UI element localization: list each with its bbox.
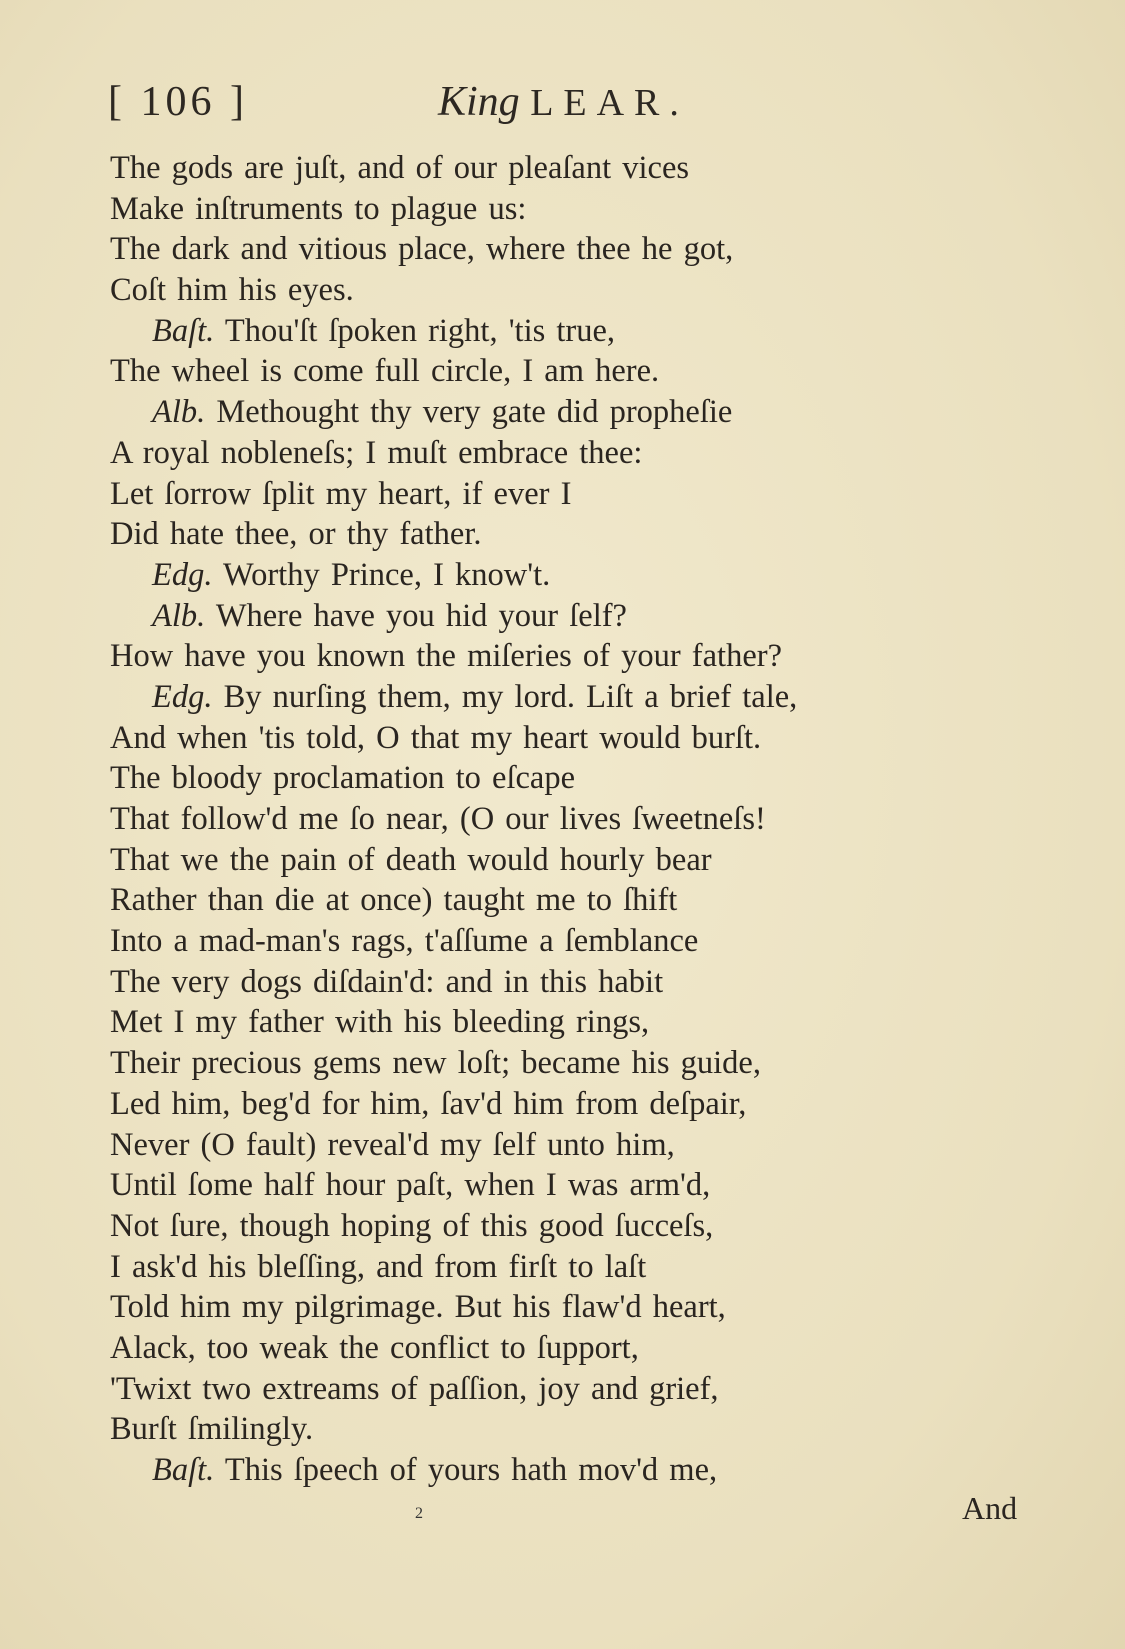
verse-line — [110, 433, 1010, 474]
verse-line — [110, 1125, 1010, 1166]
verse-line — [110, 799, 1010, 840]
line-text: That follow'd me ſo near, (O our lives ſweetneſs! — [110, 801, 766, 837]
line-text: Coſt him his eyes. — [110, 272, 354, 309]
line-text: Methought thy very gate did propheſie — [216, 394, 733, 431]
speaker-name: Edg. — [152, 678, 213, 715]
line-text: And when 'tis told, O that my heart would burſt. — [110, 719, 762, 756]
line-text: Never (O fault) reveal'd my ſelf unto him, — [110, 1126, 675, 1163]
speaker-name: Alb. — [152, 597, 206, 634]
line-text: I ask'd his bleſſing, and from firſt to laſt — [110, 1248, 647, 1285]
line-text: Rather than die at once) taught me to ſhift — [110, 882, 678, 919]
line-text: The gods are juſt, and of our pleaſant vices — [110, 150, 690, 186]
line-text: Make inſtruments to plague us: — [110, 190, 527, 227]
line-text: Not ſure, though hoping of this good ſucceſs, — [110, 1207, 714, 1244]
line-text: Met I my father with his bleeding rings, — [110, 1004, 650, 1041]
line-text: The wheel is come full circle, I am here. — [110, 353, 660, 390]
line-text: Their precious gems new loſt; became his guide, — [110, 1045, 761, 1082]
verse-line — [110, 636, 1010, 677]
line-text: That we the pain of death would hourly bear — [110, 841, 712, 878]
speech-line — [110, 392, 1010, 433]
speaker-name: Baſt. — [152, 1452, 215, 1488]
line-text: Thou'ſt ſpoken right, 'tis true, — [224, 312, 616, 349]
line-text: The very dogs diſdain'd: and in this habit — [110, 963, 664, 1000]
verse-line — [110, 474, 1010, 515]
line-text: Did hate thee, or thy father. — [110, 516, 482, 553]
line-text: 'Twixt two extreams of paſſion, joy and grief, — [110, 1370, 719, 1407]
line-text: The bloody proclamation to eſcape — [110, 760, 576, 797]
line-text: Burſt ſmilingly. — [110, 1411, 314, 1448]
verse-line — [110, 148, 1010, 189]
speech-line — [110, 596, 1010, 637]
speech-line — [110, 555, 1010, 596]
verse-line — [110, 840, 1010, 881]
verse-line — [110, 962, 1010, 1003]
line-text: The dark and vitious place, where thee he got, — [110, 231, 734, 268]
verse-line — [110, 514, 1010, 555]
verse-line — [110, 758, 1010, 799]
page-number: [ 106 ] — [108, 79, 248, 125]
running-title — [438, 78, 689, 126]
verse-line — [110, 880, 1010, 921]
speaker-name: Edg. — [152, 556, 213, 593]
verse-line — [110, 1247, 1010, 1288]
line-text: Into a mad-man's rags, t'aſſume a ſemblance — [110, 923, 699, 960]
speaker-name: Baſt. — [152, 312, 215, 349]
verse-line — [110, 1369, 1010, 1410]
verse-line — [110, 1165, 1010, 1206]
line-text: Until ſome half hour paſt, when I was arm'd, — [110, 1167, 711, 1204]
verse-line — [110, 1287, 1010, 1328]
line-text: Where have you hid your ſelf? — [215, 597, 627, 634]
catchword: And — [962, 1490, 1018, 1526]
verse-line — [110, 1409, 1010, 1450]
running-title-caps: LEAR. — [530, 82, 689, 124]
speech-line — [110, 311, 1010, 352]
verse-line — [110, 1002, 1010, 1043]
verse-line — [110, 351, 1010, 392]
verse-line — [110, 1328, 1010, 1369]
speech-line — [110, 1450, 1010, 1491]
line-text: Let ſorrow ſplit my heart, if ever I — [110, 475, 572, 512]
verse-line — [110, 1043, 1010, 1084]
speech-line — [110, 677, 1010, 718]
running-header — [108, 78, 708, 138]
line-text: How have you known the miſeries of your father? — [110, 638, 783, 675]
line-text: Worthy Prince, I know't. — [223, 556, 551, 593]
line-text: By nurſing them, my lord. Liſt a brief tale, — [223, 678, 798, 715]
verse-line — [110, 921, 1010, 962]
verse-line — [110, 1206, 1010, 1247]
line-text: Told him my pilgrimage. But his flaw'd heart, — [110, 1289, 726, 1326]
verse-line — [110, 718, 1010, 759]
verse-line — [110, 270, 1010, 311]
verse-line — [110, 189, 1010, 230]
line-text: A royal nobleneſs; I muſt embrace thee: — [110, 434, 643, 471]
line-text: Led him, beg'd for him, ſav'd him from deſpair, — [110, 1085, 747, 1122]
verse-text — [110, 148, 1010, 1491]
line-text: This ſpeech of yours hath mov'd me, — [224, 1452, 718, 1488]
line-text: Alack, too weak the conflict to ſupport, — [110, 1329, 639, 1366]
signature-mark: 2 — [415, 1505, 423, 1522]
verse-line — [110, 1084, 1010, 1125]
speaker-name: Alb. — [152, 394, 206, 431]
verse-line — [110, 229, 1010, 270]
running-title-italic: King — [438, 79, 520, 125]
